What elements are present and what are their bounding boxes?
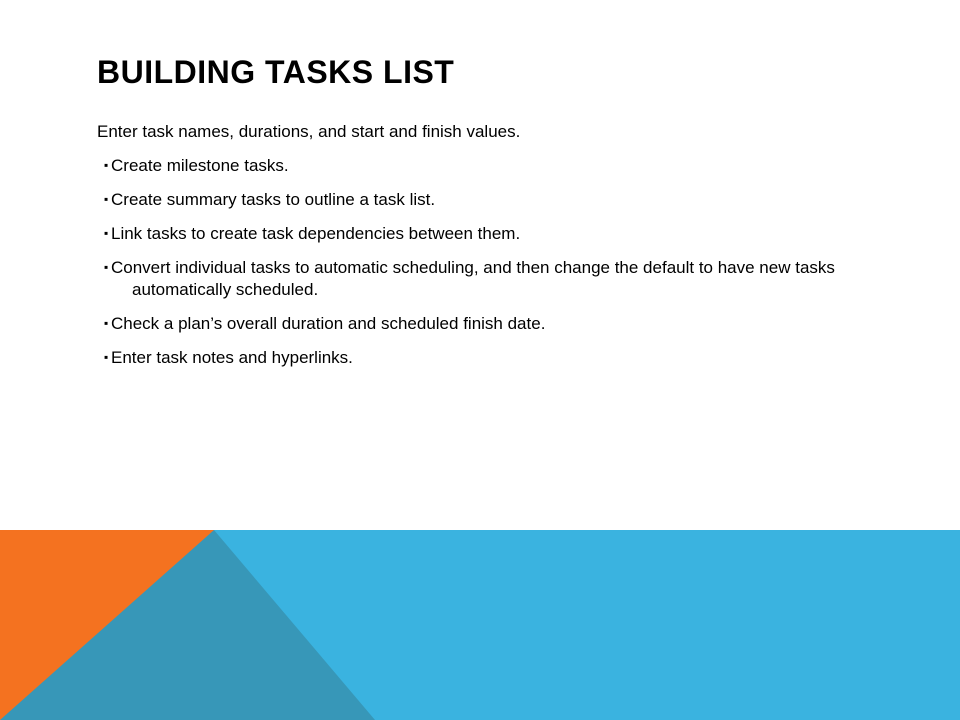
bullet-icon: ▪	[104, 260, 109, 274]
list-item	[97, 154, 857, 177]
list-item-text: Create milestone tasks.	[111, 156, 289, 175]
list-item	[97, 312, 857, 335]
bullet-icon: ▪	[104, 158, 109, 172]
list-item	[97, 222, 857, 245]
bullet-list	[97, 154, 857, 369]
list-item-text: Convert individual tasks to automatic scheduling, and then change the default to have new tasks automatically scheduled.	[111, 258, 835, 299]
list-item	[97, 256, 857, 301]
bullet-icon: ▪	[104, 226, 109, 240]
list-item-text: Check a plan’s overall duration and scheduled finish date.	[111, 314, 546, 333]
bullet-icon: ▪	[104, 316, 109, 330]
decorative-footer-shapes	[0, 530, 960, 720]
list-item	[97, 346, 857, 369]
bullet-icon: ▪	[104, 192, 109, 206]
list-item-text: Enter task notes and hyperlinks.	[111, 348, 353, 367]
bullet-icon: ▪	[104, 350, 109, 364]
intro-text: Enter task names, durations, and start and finish values.	[97, 122, 521, 141]
slide-title: BUILDING TASKS LIST	[97, 54, 455, 90]
list-item	[97, 188, 857, 211]
slide-body	[97, 121, 857, 380]
list-item-text: Create summary tasks to outline a task list.	[111, 190, 436, 209]
list-item-text: Link tasks to create task dependencies between them.	[111, 224, 521, 243]
